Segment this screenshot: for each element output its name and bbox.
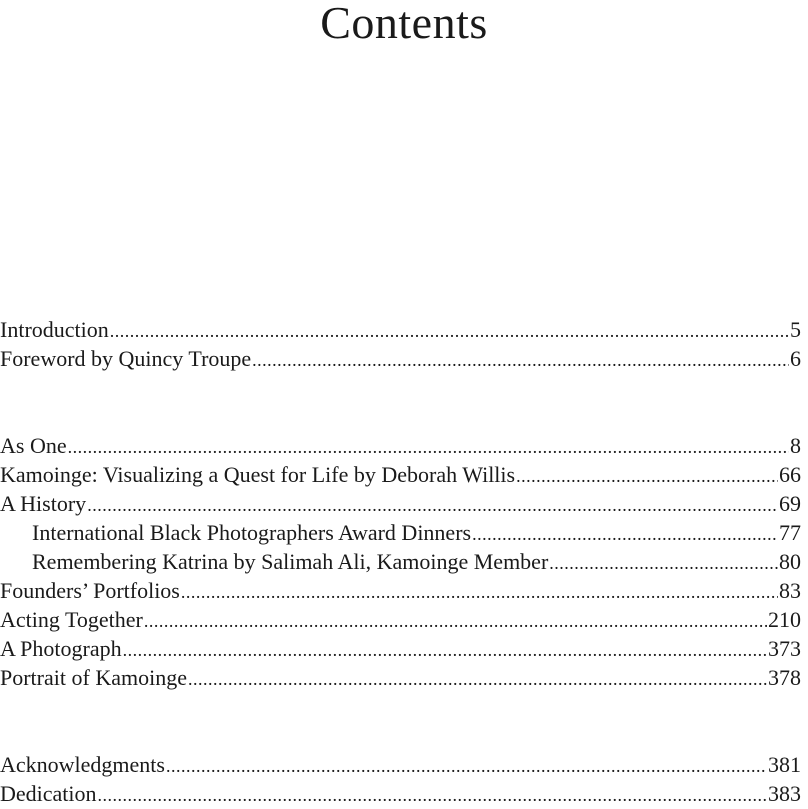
- toc-entry-label: Kamoinge: Visualizing a Quest for Life by Deborah Willis: [0, 462, 516, 487]
- toc-entry-page: 378: [768, 665, 801, 690]
- toc-entry-page: 383: [768, 781, 801, 806]
- toc-entry-founders-portfolios[interactable]: [0, 577, 801, 605]
- toc-entry-dedication[interactable]: [0, 780, 801, 808]
- dot-leader: [166, 752, 767, 780]
- dot-leader: [188, 665, 767, 693]
- toc-entry-foreword[interactable]: [0, 345, 801, 373]
- toc-entry-page: 210: [768, 607, 801, 632]
- toc-entry-a-history[interactable]: [0, 490, 801, 518]
- toc-entry-label: Portrait of Kamoinge: [0, 665, 187, 690]
- toc-entry-label: A Photograph: [0, 636, 122, 661]
- toc-entry-acknowledgments[interactable]: [0, 751, 801, 779]
- toc-entry-label: Acting Together: [0, 607, 143, 632]
- toc-entry-label: Dedication: [0, 781, 97, 806]
- dot-leader: [98, 781, 767, 809]
- toc-entry-page: 373: [768, 636, 801, 661]
- dot-leader: [181, 578, 778, 606]
- toc-entry-page: 83: [779, 578, 801, 603]
- dot-leader: [472, 520, 778, 548]
- toc-entry-label: International Black Photographers Award Dinners: [32, 520, 472, 545]
- toc-entry-page: 69: [779, 491, 801, 516]
- toc-entry-label: Acknowledgments: [0, 752, 165, 777]
- toc-entry-page: 66: [779, 462, 801, 487]
- toc-entry-page: 80: [779, 549, 801, 574]
- dot-leader: [123, 636, 767, 664]
- toc-entry-label: Foreword by Quincy Troupe: [0, 346, 252, 371]
- toc-entry-label: A History: [0, 491, 87, 516]
- toc-entry-label: As One: [0, 433, 67, 458]
- toc-entry-label: Founders’ Portfolios: [0, 578, 180, 603]
- dot-leader: [87, 491, 778, 519]
- toc-entry-label: Remembering Katrina by Salimah Ali, Kamoinge Member: [32, 549, 549, 574]
- dot-leader: [252, 346, 789, 374]
- toc-entry-award-dinners[interactable]: [0, 519, 801, 547]
- toc-entry-page: 381: [768, 752, 801, 777]
- toc-entry-label: Introduction: [0, 317, 109, 342]
- toc-entry-introduction[interactable]: [0, 316, 801, 344]
- toc-entry-page: 8: [790, 433, 801, 458]
- page-title: Contents: [320, 0, 488, 48]
- toc-entry-page: 5: [790, 317, 801, 342]
- toc-entry-a-photograph[interactable]: [0, 635, 801, 663]
- toc-entry-acting-together[interactable]: [0, 606, 801, 634]
- toc-entry-page: 6: [790, 346, 801, 371]
- dot-leader: [144, 607, 767, 635]
- dot-leader: [516, 462, 778, 490]
- dot-leader: [110, 317, 789, 345]
- toc-entry-remembering-katrina[interactable]: [0, 548, 801, 576]
- toc-entry-page: 77: [779, 520, 801, 545]
- toc-entry-kamoinge-visualizing[interactable]: [0, 461, 801, 489]
- dot-leader: [549, 549, 778, 577]
- toc-entry-as-one[interactable]: [0, 432, 801, 460]
- toc-entry-portrait-of-kamoinge[interactable]: [0, 664, 801, 692]
- dot-leader: [68, 433, 789, 461]
